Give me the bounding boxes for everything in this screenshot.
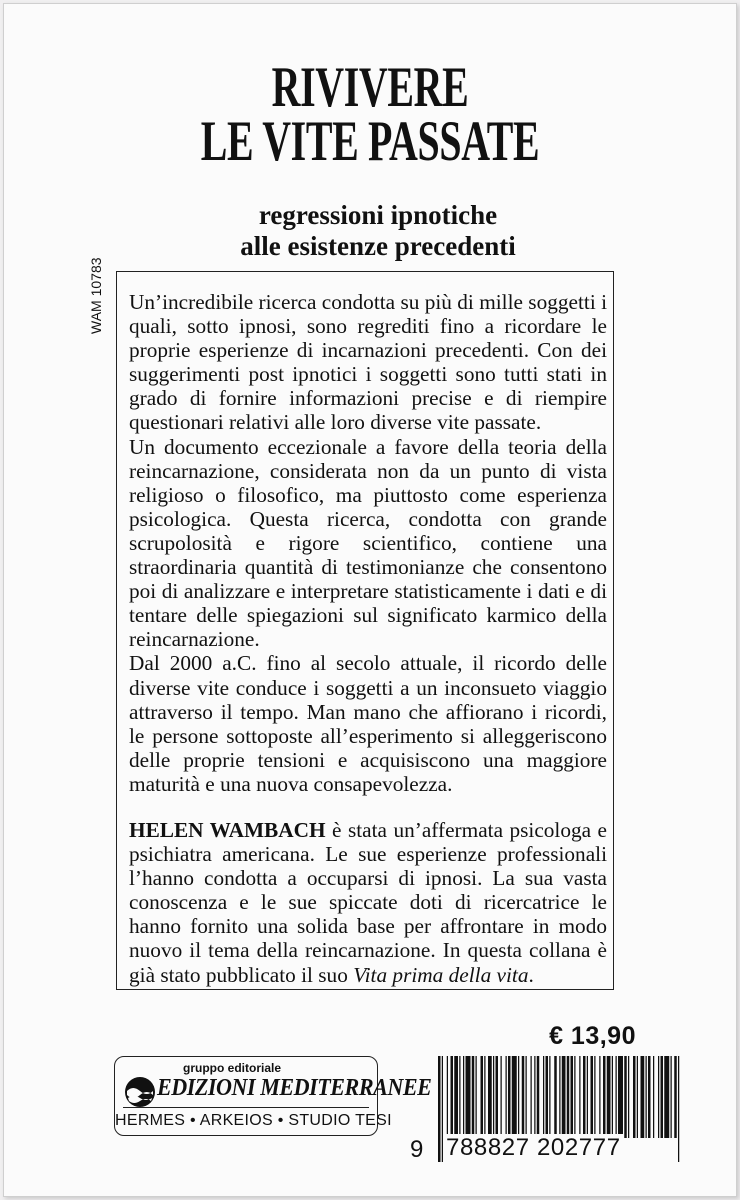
publisher-imprints: HERMES • ARKEIOS • STUDIO TESI: [115, 1112, 392, 1129]
barcode-bar: [537, 1056, 540, 1138]
book-title-line-2: LE VITE PASSATE: [200, 110, 540, 173]
barcode-bar: [454, 1056, 458, 1138]
barcode-bar: [664, 1056, 669, 1138]
barcode-bar: [501, 1056, 502, 1138]
barcode-bar: [438, 1056, 441, 1162]
barcode-bar: [549, 1056, 550, 1138]
barcode-bar: [674, 1056, 677, 1138]
barcode-bar: [653, 1056, 654, 1138]
barcode-bar: [531, 1056, 532, 1138]
barcode-bar: [661, 1056, 664, 1138]
author-bio-text: è stata un’affermata psicologa e psichiatra americana. Le sue esperienze professionali l’hanno condotta a occuparsi di ipnosi. La sua vasta conoscenza e le sue spiccate doti di ricercatrice le hanno fornito una solida base per affrontare in modo nuovo il tema della reincarnazione. In questa collana è già stato pubblicato il suo: [129, 818, 608, 987]
barcode-bar: [637, 1056, 638, 1138]
wave-logo-icon: [123, 1075, 157, 1109]
publisher-logo-box: [114, 1056, 432, 1136]
book-title-line-1: RIVIVERE: [271, 56, 469, 119]
author-name: HELEN WAMBACH: [129, 818, 326, 842]
barcode-bar: [459, 1056, 460, 1138]
barcode-bar: [646, 1056, 647, 1138]
barcode-bar: [534, 1056, 535, 1138]
barcode-bar: [618, 1056, 623, 1138]
blurb: [129, 290, 607, 796]
barcode-bar: [641, 1056, 645, 1138]
barcode-bar: [481, 1056, 484, 1138]
author-bio: [129, 818, 607, 987]
barcode-bar: [671, 1056, 672, 1138]
barcode-bar: [554, 1056, 557, 1138]
barcode-bar: [624, 1056, 627, 1138]
price-label: € 13,90: [549, 1022, 636, 1050]
barcode-bar: [583, 1056, 586, 1138]
barcode-bar: [466, 1056, 471, 1138]
barcode-bar: [522, 1056, 525, 1138]
barcode-bar: [594, 1056, 595, 1138]
barcode-bar: [633, 1056, 636, 1138]
barcode-bar: [678, 1056, 679, 1162]
barcode-bar: [488, 1056, 492, 1138]
barcode-bar: [518, 1056, 519, 1138]
subtitle-line-1: regressioni ipnotiche: [258, 200, 498, 230]
barcode-bar: [591, 1056, 594, 1138]
publisher-group-label: gruppo editoriale: [183, 1061, 282, 1075]
barcode-bar: [442, 1056, 443, 1162]
barcode-bar: [628, 1056, 629, 1138]
barcode-bar: [493, 1056, 494, 1138]
barcode-bar: [658, 1056, 659, 1138]
barcode-bar: [512, 1056, 517, 1138]
barcode-bar: [574, 1056, 575, 1138]
barcode-bar: [543, 1056, 544, 1138]
barcode-bar: [612, 1056, 613, 1138]
barcode-bar: [567, 1056, 570, 1138]
barcode-bar: [463, 1056, 464, 1138]
barcode-bar: [648, 1056, 651, 1138]
barcode-bar: [451, 1056, 454, 1138]
blurb-paragraph-1: Un’incredibile ricerca condotta su più di mille soggetti i quali, sotto ipnosi, sono regrediti fino a ricordare le proprie esperienze di incarnazioni precedenti. Con dei suggerimenti post ipnotici i soggetti sono tutti stati in grado di fornire informazioni precise e di riempire questionari relativi alle loro diverse vite passate.: [129, 290, 607, 435]
barcode-bar: [476, 1056, 477, 1138]
barcode-bar: [616, 1056, 617, 1138]
barcode-bar: [484, 1056, 485, 1138]
author-bio-end: .: [528, 962, 534, 987]
barcode-bar: [496, 1056, 499, 1138]
barcode-bar: [526, 1056, 527, 1138]
blurb-paragraph-2: Un documento eccezionale a favore della teoria della reincarnazione, considerata non da un punto di vista religioso o filosofico, ma piuttosto come esperienza psicologica. Questa ricerca, condotta con grande scrupolosità e rigore scientifico, contiene una straordinaria quantità di testimonianze che consentono poi di analizzare e interpretare statisticamente i dati e di tentare delle spiegazioni sul significato karmico della reincarnazione.: [129, 434, 607, 652]
barcode-bar: [599, 1056, 600, 1138]
barcode-bar: [546, 1056, 549, 1138]
barcode-bar: [579, 1056, 580, 1138]
barcode-bar: [587, 1056, 588, 1138]
subtitle-line-2: alle esistenze precedenti: [240, 231, 516, 261]
related-book-title: Vita prima della vita: [353, 962, 529, 987]
barcode-bar: [571, 1056, 574, 1138]
blurb-paragraph-3: Dal 2000 a.C. fino al secolo attuale, il ricordo delle diverse vite conduce i soggetti a un inconsueto viaggio attraverso il tempo. Man mano che affiorano i ricordi, le persone sottoposte all’esperimento si alleggeriscono delle proprie tensioni e acquisiscono una maggiore maturità e una nuova consapevolezza.: [129, 651, 607, 796]
barcode-bar: [603, 1056, 606, 1138]
barcode-bar: [447, 1056, 448, 1138]
publisher-divider: [123, 1107, 369, 1108]
barcode-bar: [506, 1056, 507, 1138]
isbn-digits: 788827 202777: [446, 1134, 621, 1161]
barcode-bar: [472, 1056, 475, 1138]
publisher-name: EDIZIONI MEDITERRANEE: [157, 1075, 432, 1101]
isbn-lead-digit: 9: [410, 1136, 424, 1163]
catalog-code: WAM 10783: [88, 257, 104, 334]
barcode-bar: [607, 1056, 611, 1138]
barcode-bar: [508, 1056, 511, 1138]
